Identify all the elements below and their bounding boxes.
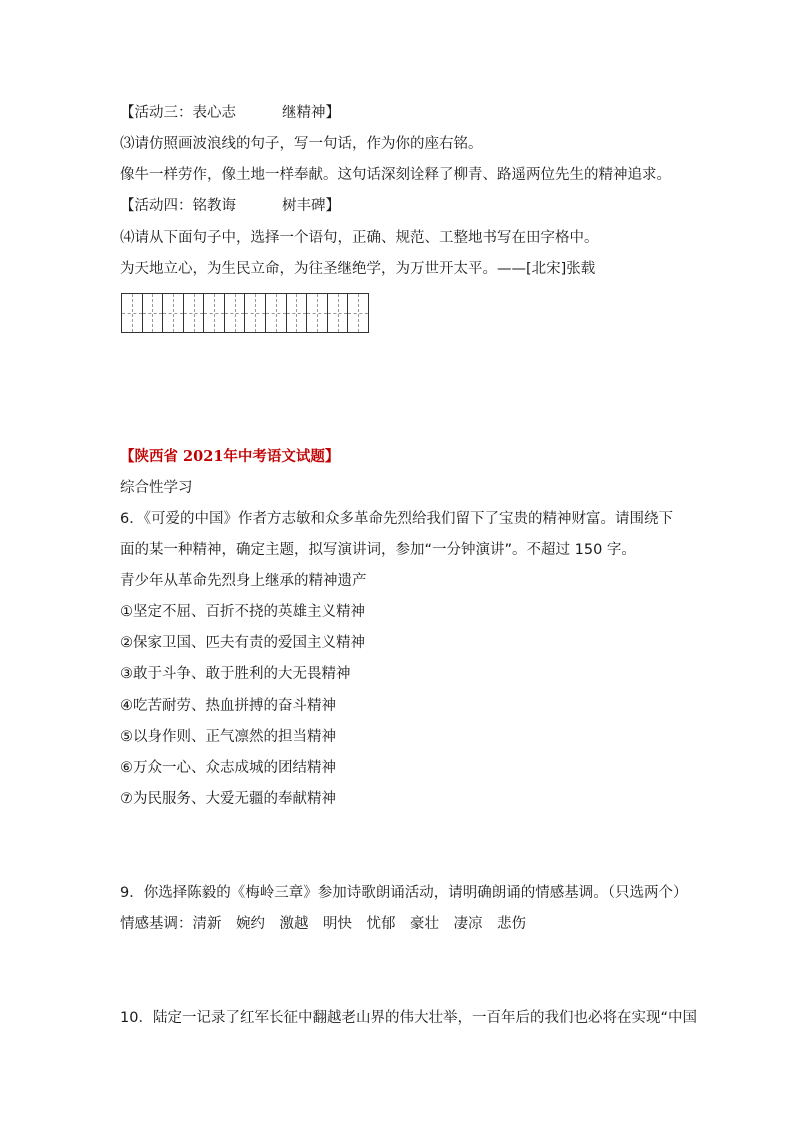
tianzi-grid[interactable] bbox=[121, 293, 369, 333]
grid-cell[interactable] bbox=[307, 294, 328, 332]
spirit-list-title: 青少年从革命先烈身上继承的精神遗产 bbox=[120, 573, 367, 589]
list-item: ⑤以身作则、正气凛然的担当精神 bbox=[120, 729, 336, 745]
question-9-prompt: 9．你选择陈毅的《梅岭三章》参加诗歌朗诵活动，请明确朗诵的情感基调。（只选两个） bbox=[120, 885, 688, 901]
grid-cell[interactable] bbox=[245, 294, 266, 332]
question-9-options: 情感基调：清新 婉约 激越 明快 忧郁 豪壮 凄凉 悲伤 bbox=[120, 916, 526, 932]
activity4-heading-a: 【活动四：铭教诲 bbox=[120, 198, 236, 214]
grid-cell[interactable] bbox=[225, 294, 246, 332]
question-6-prompt: 6．《可爱的中国》作者方志敏和众多革命先烈给我们留下了宝贵的精神财富。请围绕下 bbox=[120, 511, 673, 527]
grid-cell[interactable] bbox=[348, 294, 368, 332]
activity3-heading bbox=[120, 103, 340, 123]
list-item: ③敢于斗争、敢于胜利的大无畏精神 bbox=[120, 666, 351, 682]
grid-cell[interactable] bbox=[143, 294, 164, 332]
question-3-example: 像牛一样劳作，像土地一样奉献。这句话深刻诠释了柳青、路遥两位先生的精神追求。 bbox=[120, 167, 671, 183]
grid-cell[interactable] bbox=[204, 294, 225, 332]
list-item: ②保家卫国、匹夫有责的爱国主义精神 bbox=[120, 635, 365, 651]
activity3-heading-b: 继精神】 bbox=[282, 105, 340, 121]
exam-heading: 【陕西省 2021年中考语文试题】 bbox=[120, 448, 340, 465]
question-4-prompt: ⑷请从下面句子中，选择一个语句，正确、规范、工整地书写在田字格中。 bbox=[120, 230, 599, 246]
grid-cell[interactable] bbox=[287, 294, 308, 332]
list-item: ⑦为民服务、大爱无疆的奉献精神 bbox=[120, 791, 336, 807]
question-10-prompt: 10．陆定一记录了红军长征中翻越老山界的伟大壮举，一百年后的我们也必将在实现“中国 bbox=[120, 1010, 697, 1026]
activity4-heading bbox=[120, 196, 340, 216]
grid-cell[interactable] bbox=[266, 294, 287, 332]
question-3-prompt: ⑶请仿照画波浪线的句子，写一句话，作为你的座右铭。 bbox=[120, 136, 483, 152]
grid-cell[interactable] bbox=[328, 294, 349, 332]
activity4-heading-b: 树丰碑】 bbox=[282, 198, 340, 214]
section-subheading: 综合性学习 bbox=[120, 480, 193, 496]
activity3-heading-a: 【活动三：表心志 bbox=[120, 105, 236, 121]
list-item: ①坚定不屈、百折不挠的英雄主义精神 bbox=[120, 604, 365, 620]
list-item: ④吃苦耐劳、热血拼搏的奋斗精神 bbox=[120, 698, 336, 714]
grid-cell[interactable] bbox=[163, 294, 184, 332]
grid-cell[interactable] bbox=[184, 294, 205, 332]
grid-cell[interactable] bbox=[122, 294, 143, 332]
question-6-prompt-cont: 面的某一种精神，确定主题，拟写演讲词，参加“一分钟演讲”。不超过 150 字。 bbox=[120, 542, 636, 558]
question-4-quote: 为天地立心，为生民立命，为往圣继绝学，为万世开太平。——[北宋]张载 bbox=[120, 261, 596, 277]
list-item: ⑥万众一心、众志成城的团结精神 bbox=[120, 760, 336, 776]
